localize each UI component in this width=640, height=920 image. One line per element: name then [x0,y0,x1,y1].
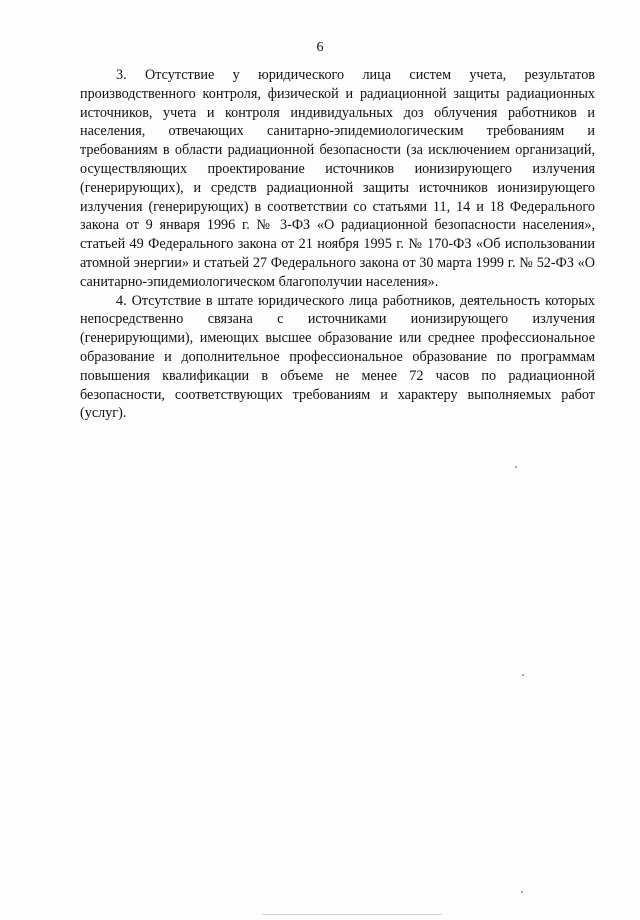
scan-speck [521,891,523,893]
page-number: 6 [316,40,324,55]
scan-speck [522,674,524,676]
scan-speck [515,466,517,468]
scan-edge-line [262,914,442,915]
paragraph-3: 3. Отсутствие у юридического лица систем учета, результатов производственного контроля, физической и радиационной защиты радиационных источников, учета и контроля индивидуальных доз облучения работников и населения, отвечающих санитарно-эпидемиологическим требованиям и требованиям в области радиационной безопасности (за исключением организаций, осуществляющих проектирование источников ионизирующего излучения (генерирующих), и средств радиационной защиты источников ионизирующего излучения (генерирующих) в соответствии со статьями 11, 14 и 18 Федерального закона от 9 января 1996 г. № 3-ФЗ «О радиационной безопасности населения», статьей 49 Федерального закона от 21 ноября 1995 г. № 170-ФЗ «Об использовании атомной энергии» и статьей 27 Федерального закона от 30 марта 1999 г. № 52-ФЗ «О санитарно-эпидемиологическом благополучии населения». [80,67,595,290]
paragraph-4: 4. Отсутствие в штате юридического лица работников, деятельность которых непосредственно связана с источниками ионизирующего излучения (генерирующими), имеющих высшее образование или среднее профессиональное образование и дополнительное профессиональное образование по программам повышения квалификации в объеме не менее 72 часов по радиационной безопасности, соответствующих требованиям и характеру выполняемых работ (услуг). [80,292,595,422]
document-body [80,66,595,423]
